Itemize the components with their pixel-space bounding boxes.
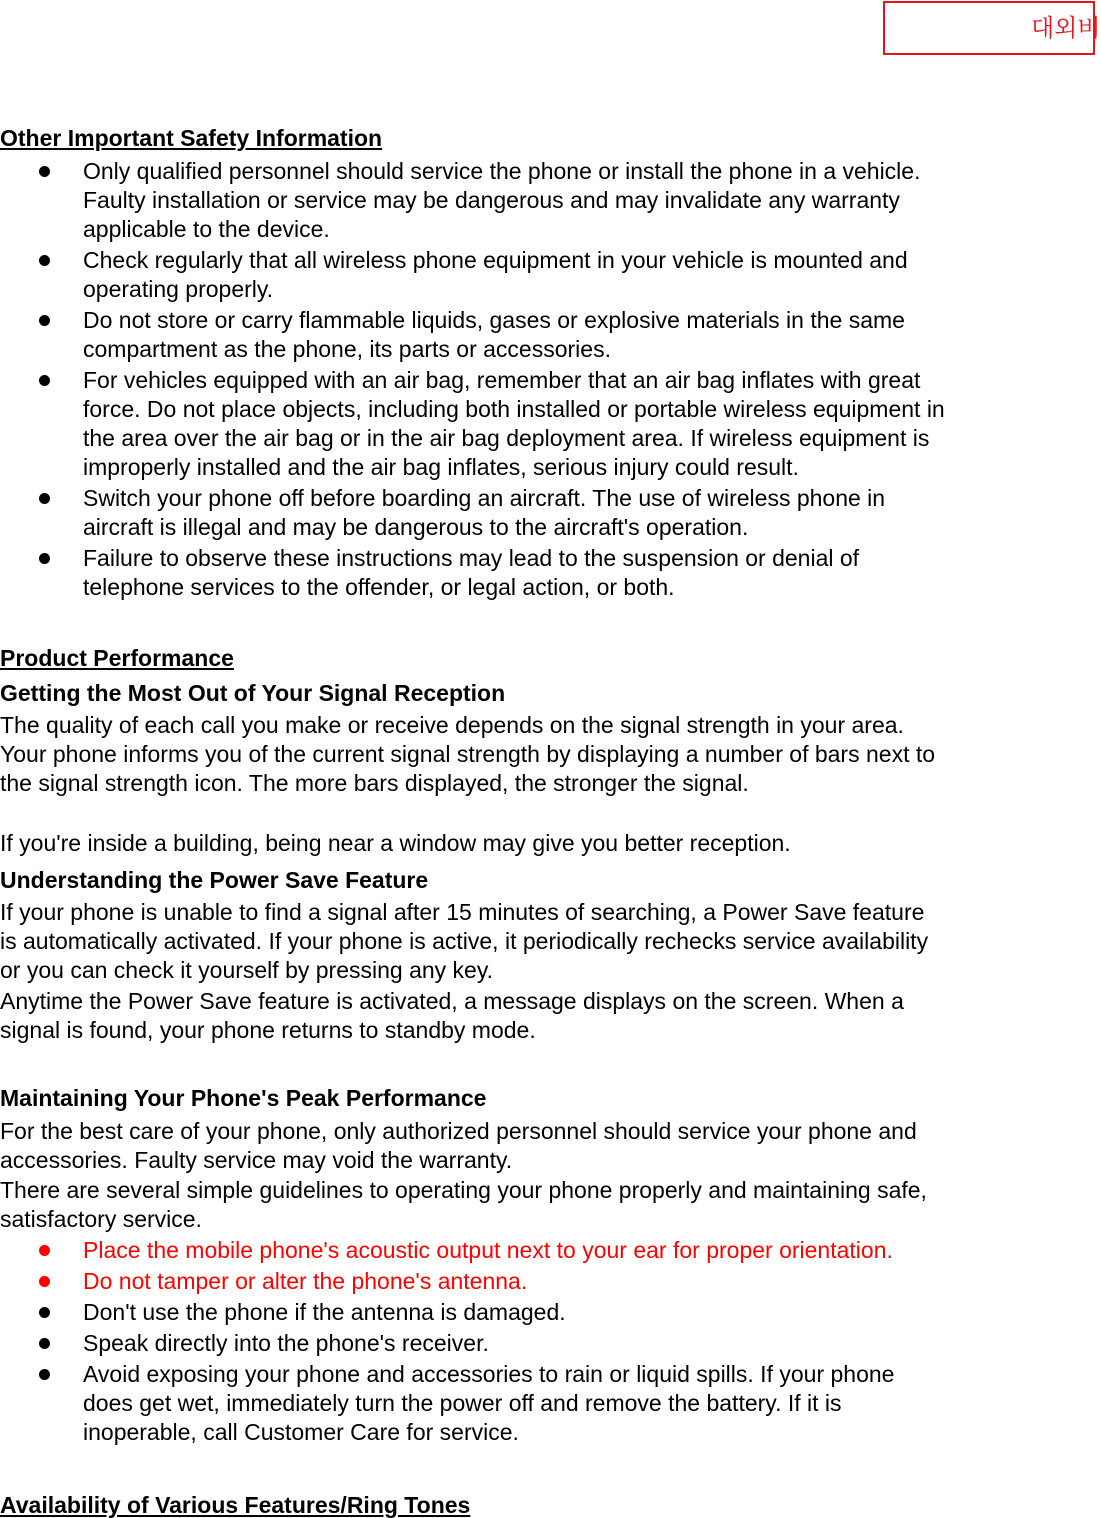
list-item: For vehicles equipped with an air bag, remember that an air bag inflates with great force. Do not place objects, including both installed or portable wireless equipment in the area over the air bag or in the air bag deployment area. If wireless equipment is improperly installed and the air bag inflates, serious injury could result. — [0, 366, 945, 482]
subheading-power-save: Understanding the Power Save Feature — [0, 867, 429, 893]
list-item: Do not store or carry flammable liquids, gases or explosive materials in the same compartment as the phone, its parts or accessories. — [0, 306, 945, 364]
heading-product-performance: Product Performance — [0, 645, 234, 671]
power-save-paragraph-1: If your phone is unable to find a signal after 15 minutes of searching, a Power Save feature is automatically activated. If your phone is active, it periodically rechecks service availability or you can check it yourself by pressing any key. — [0, 899, 929, 983]
safety-list — [0, 157, 945, 602]
bullet-icon — [39, 553, 50, 564]
bullet-icon — [39, 1245, 50, 1256]
list-item: Failure to observe these instructions may lead to the suspension or denial of telephone services to the offender, or legal action, or both. — [0, 544, 945, 602]
subheading-signal-reception: Getting the Most Out of Your Signal Reception — [0, 680, 506, 706]
signal-paragraph-1: The quality of each call you make or receive depends on the signal strength in your area. Your phone informs you of the current signal strength by displaying a number of bars next to the signal strength icon. The more bars displayed, the stronger the signal. — [0, 712, 936, 796]
heading-availability: Availability of Various Features/Ring Tones — [0, 1492, 471, 1518]
bullet-icon — [39, 493, 50, 504]
peak-paragraph-1: For the best care of your phone, only authorized personnel should service your phone and accessories. Faulty service may void the warranty. — [0, 1118, 917, 1173]
bullet-icon — [39, 1338, 50, 1349]
bullet-icon — [39, 1307, 50, 1318]
list-item: Do not tamper or alter the phone's antenna. — [0, 1267, 945, 1296]
confidential-stamp: 대외비 — [883, 1, 1095, 55]
list-item: Only qualified personnel should service the phone or install the phone in a vehicle. Faulty installation or service may be dangerous and may invalidate any warranty applicable to the device. — [0, 157, 945, 244]
list-item: Speak directly into the phone's receiver. — [0, 1329, 945, 1358]
bullet-icon — [39, 1369, 50, 1380]
power-save-paragraph-2: Anytime the Power Save feature is activated, a message displays on the screen. When a signal is found, your phone returns to standby mode. — [0, 988, 904, 1043]
peak-paragraph-2: There are several simple guidelines to operating your phone properly and maintaining safe, satisfactory service. — [0, 1177, 927, 1232]
list-item: Don't use the phone if the antenna is damaged. — [0, 1298, 945, 1327]
bullet-icon — [39, 255, 50, 266]
subheading-peak-performance: Maintaining Your Phone's Peak Performance — [0, 1085, 487, 1111]
list-item: Avoid exposing your phone and accessories to rain or liquid spills. If your phone does get wet, immediately turn the power off and remove the battery. If it is inoperable, call Customer Care for service. — [0, 1360, 945, 1447]
signal-paragraph-2: If you're inside a building, being near a window may give you better reception. — [0, 830, 791, 856]
heading-other-safety: Other Important Safety Information — [0, 125, 383, 151]
list-item: Check regularly that all wireless phone equipment in your vehicle is mounted and operating properly. — [0, 246, 945, 304]
bullet-icon — [39, 166, 50, 177]
list-item: Place the mobile phone's acoustic output next to your ear for proper orientation. — [0, 1236, 945, 1265]
bullet-icon — [39, 315, 50, 326]
bullet-icon — [39, 1276, 50, 1287]
bullet-icon — [39, 375, 50, 386]
peak-guidelines-list — [0, 1236, 945, 1447]
list-item: Switch your phone off before boarding an aircraft. The use of wireless phone in aircraft is illegal and may be dangerous to the aircraft's operation. — [0, 484, 945, 542]
